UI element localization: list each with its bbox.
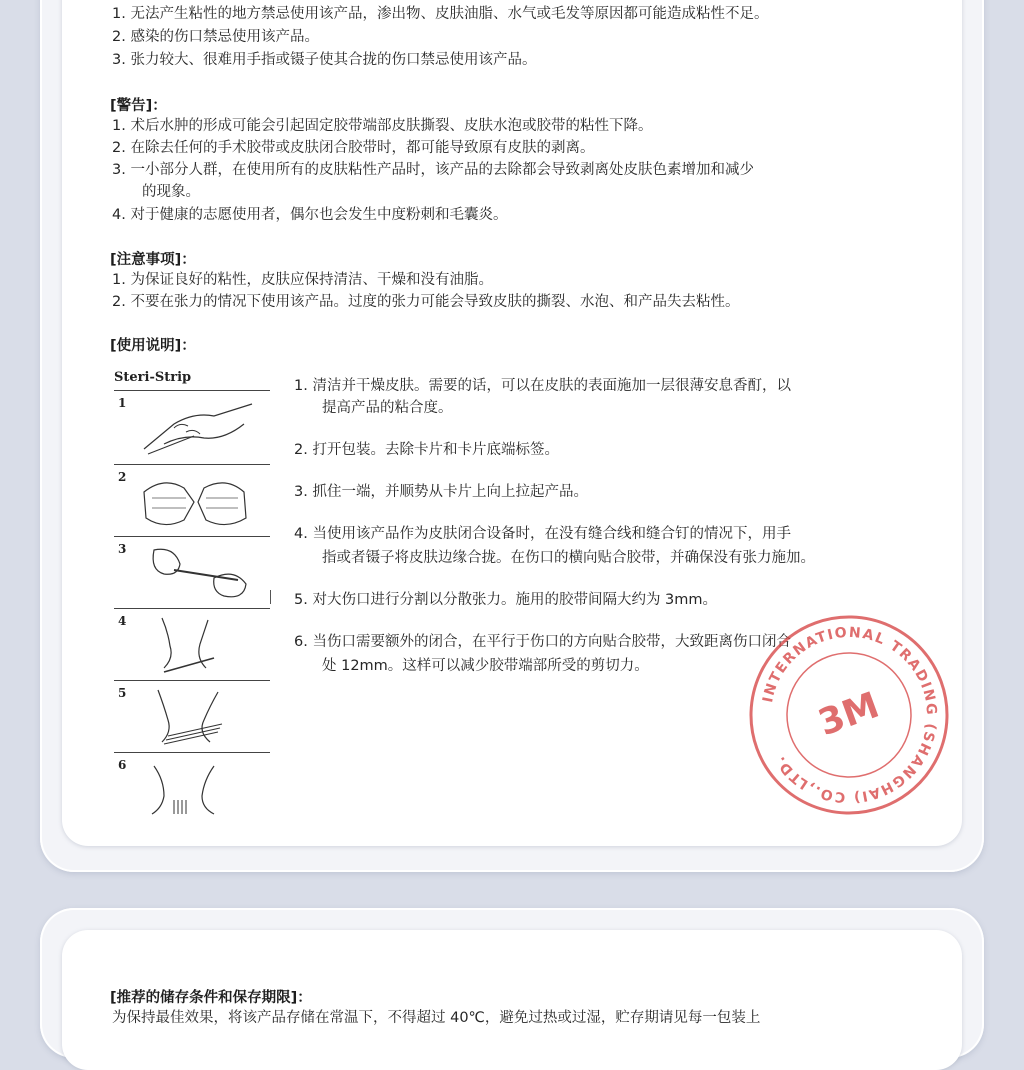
instruction-step-4: 4. 当使用该产品作为皮肤闭合设备时，在没有缝合线和缝合钉的情况下，用手 (294, 526, 791, 542)
step6-parallel-tapes-illustration (134, 756, 264, 822)
instruction-step-3: 3. 抓住一端，并顺势从卡片上向上拉起产品。 (294, 484, 588, 500)
contraindication-item-2: 2. 感染的伤口禁忌使用该产品。 (112, 29, 319, 45)
warning-item-3-cont: 的现象。 (142, 184, 200, 200)
warning-item-4: 4. 对于健康的志愿使用者，偶尔也会发生中度粉刺和毛囊炎。 (112, 207, 508, 223)
figure-step-number: 3 (118, 542, 127, 556)
instruction-step-1: 1. 清洁并干燥皮肤。需要的话，可以在皮肤的表面施加一层很薄安息香酊，以 (294, 378, 791, 394)
figure-divider (114, 752, 270, 753)
precautions-heading: [注意事项]： (110, 252, 196, 268)
storage-heading: [推荐的储存条件和保存期限]： (110, 990, 312, 1006)
warning-item-3: 3. 一小部分人群，在使用所有的皮肤粘性产品时，该产品的去除都会导致剥离处皮肤色素增加和减少 (112, 162, 754, 178)
instruction-step-6-cont: 处 12mm。这样可以减少胶带端部所受的剪切力。 (322, 658, 649, 674)
company-seal-stamp (746, 612, 952, 818)
step1-hand-illustration (134, 394, 264, 460)
instruction-step-2: 2. 打开包装。去除卡片和卡片底端标签。 (294, 442, 559, 458)
step3-peel-illustration (134, 540, 264, 606)
figure-step-number: 4 (118, 614, 127, 628)
steri-strip-figure (114, 370, 274, 830)
storage-line: 为保持最佳效果，将该产品存储在常温下，不得超过 40℃，避免过热或过湿，贮存期请见每一包装上 (112, 1010, 761, 1026)
svg-text:3M: 3M (813, 684, 885, 745)
instruction-step-1-cont: 提高产品的粘合度。 (322, 400, 453, 416)
warnings-heading: [警告]： (110, 98, 167, 114)
figure-step-number: 2 (118, 470, 127, 484)
figure-title: Steri-Strip (114, 370, 192, 385)
figure-step-number: 5 (118, 686, 127, 700)
figure-divider (114, 536, 270, 537)
warning-item-2: 2. 在除去任何的手术胶带或皮肤闭合胶带时，都可能导致原有皮肤的剥离。 (112, 140, 595, 156)
figure-divider (114, 390, 270, 391)
svg-text:INTERNATIONAL TRADING (SHANGHA: INTERNATIONAL TRADING (SHANGHAI) CO.,LTD. (760, 624, 940, 806)
figure-step-number: 6 (118, 758, 127, 772)
warning-item-1: 1. 术后水肿的形成可能会引起固定胶带端部皮肤撕裂、皮肤水泡或胶带的粘性下降。 (112, 118, 653, 134)
precaution-item-2: 2. 不要在张力的情况下使用该产品。过度的张力可能会导致皮肤的撕裂、水泡、和产品失去粘性。 (112, 294, 740, 310)
figure-divider (114, 464, 270, 465)
instruction-step-6: 6. 当伤口需要额外的闭合，在平行于伤口的方向贴合胶带，大致距离伤口闭合 (294, 634, 791, 650)
instruction-step-4-cont: 指或者镊子将皮肤边缘合拢。在伤口的横向贴合胶带，并确保没有张力施加。 (322, 550, 815, 566)
scan-mark (270, 590, 271, 604)
precaution-item-1: 1. 为保证良好的粘性，皮肤应保持清洁、干燥和没有油脂。 (112, 272, 493, 288)
instruction-step-5: 5. 对大伤口进行分割以分散张力。施用的胶带间隔大约为 3mm。 (294, 592, 718, 608)
document-card-bottom (40, 908, 984, 1058)
figure-step-number: 1 (118, 396, 127, 410)
figure-divider (114, 680, 270, 681)
figure-divider (114, 608, 270, 609)
step5-tapes-illustration (134, 684, 264, 750)
step4-closure-illustration (134, 612, 264, 678)
step2-package-illustration (134, 468, 264, 534)
instructions-heading: [使用说明]： (110, 338, 196, 354)
contraindication-item-1: 1. 无法产生粘性的地方禁忌使用该产品，渗出物、皮肤油脂、水气或毛发等原因都可能造成粘性不足。 (112, 6, 769, 22)
contraindication-item-3: 3. 张力较大、很难用手指或镊子使其合拢的伤口禁忌使用该产品。 (112, 52, 537, 68)
